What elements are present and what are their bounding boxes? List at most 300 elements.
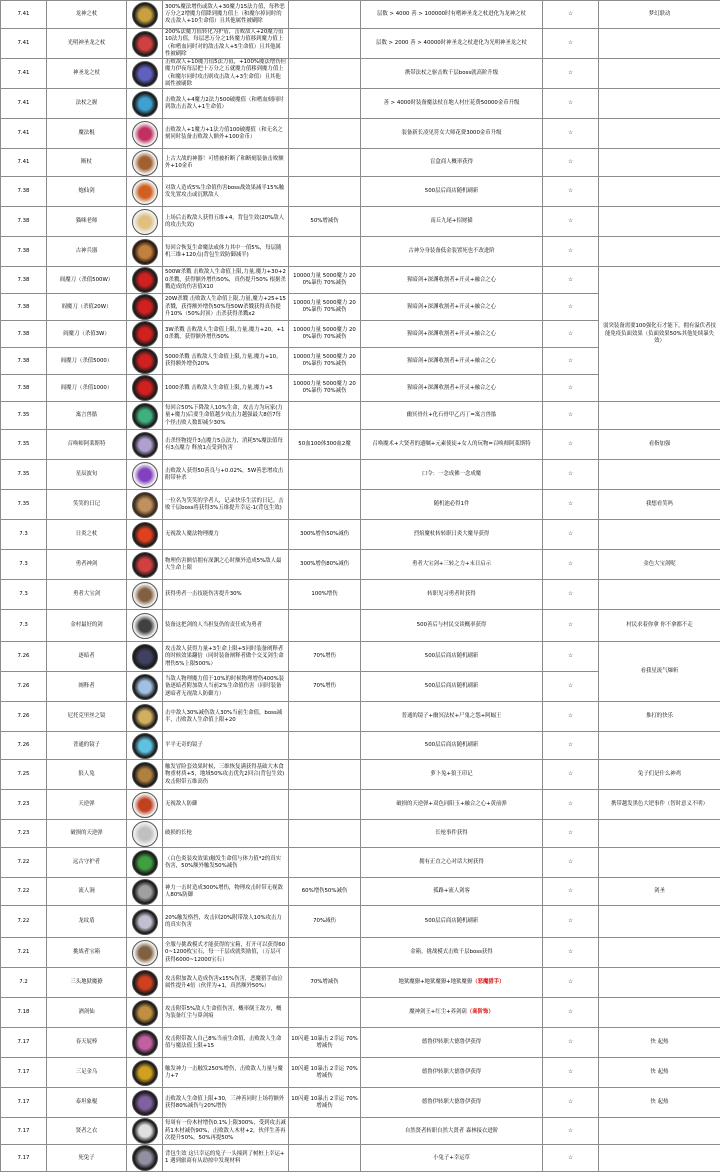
obtain-cell (361, 848, 543, 878)
shot-icon (132, 792, 158, 818)
item-name-cell: 死兔子 (47, 1145, 127, 1172)
item-name-cell: 法杖之握 (47, 89, 127, 119)
hound-icon (132, 970, 158, 996)
table-row (1, 878, 720, 906)
guardian-icon (132, 850, 158, 876)
item-name-cell: 阎魔刀（杀值3W） (47, 321, 127, 348)
item-icon-cell (127, 1118, 163, 1145)
note-cell (599, 402, 720, 430)
item-icon-cell (127, 430, 163, 460)
table-row (1, 89, 720, 119)
item-icon-cell (127, 520, 163, 550)
item-name-cell: 挑战者宝箱 (47, 938, 127, 968)
version-cell: 7.26 (1, 672, 47, 702)
item-icon-cell (127, 402, 163, 430)
note-cell: 看我星流气爆斩 (599, 642, 720, 702)
effect-cell: 每回合恢复生命魔法或体力其中一值5%，每层随机三维+120点(背包生效防御减半) (163, 237, 289, 267)
version-cell: 7.25 (1, 760, 47, 790)
note-cell: 携带越发黑色大钯事件（智时意义不明） (599, 790, 720, 820)
obtain-text: 猩暗剑+深渊收割者+开灵+融合之心 (407, 331, 496, 337)
item-name-cell: 断杖 (47, 149, 127, 177)
obtain-cell (361, 119, 543, 149)
item-name-cell: 猫咪老师 (47, 207, 127, 237)
table-row (1, 460, 720, 490)
obtain-cell (361, 237, 543, 267)
obtain-text: 召唤魔术+大贤者的遗嘱+元素使徒+女人的玩物=召唤师阿莱斯特 (372, 441, 530, 447)
table-row (1, 402, 720, 430)
item-name-cell: 光明神圣龙之杖 (47, 29, 127, 59)
attribute-cell: 100%增伤 (289, 580, 361, 610)
item-icon-cell (127, 119, 163, 149)
blade-icon (132, 674, 158, 700)
attribute-cell (289, 1118, 361, 1145)
obtain-cell (361, 878, 543, 906)
note-cell: 看指加强 (599, 430, 720, 460)
item-icon-cell (127, 149, 163, 177)
effect-cell: 平平无奇的镜子 (163, 732, 289, 760)
version-cell: 7.38 (1, 321, 47, 348)
attribute-cell (289, 119, 361, 149)
table-row (1, 237, 720, 267)
obtain-cell (361, 149, 543, 177)
effect-cell: （白色炎装攻效果)触发生命值与体力值*2的真实伤害，50%额外触发50%减伤 (163, 848, 289, 878)
obtain-text: 幽冥骨灶+化石骨甲乙丙丁=寓言兽骷 (407, 412, 497, 418)
rod-icon (132, 121, 158, 147)
obtain-cell (361, 790, 543, 820)
table-row (1, 820, 720, 848)
attribute-cell (289, 59, 361, 89)
item-name-cell: 阎魔刀（杀值5000） (47, 348, 127, 375)
note-cell: 弱突装备需要100强化石才能下，拥有溢伏者技能免疫负面效果（负面效果50%其他处续暴失效） (599, 267, 720, 402)
table-row (1, 968, 720, 998)
table-row (1, 938, 720, 968)
obtain-highlight: （高阶饰） (467, 1009, 494, 1015)
stick-icon (132, 150, 158, 176)
item-name-cell: 阎魔刀（杀值20W） (47, 294, 127, 321)
sword-icon (132, 582, 158, 608)
shot-icon (132, 821, 158, 847)
obtain-cell (361, 430, 543, 460)
obtain-cell (361, 1028, 543, 1058)
katana-icon (132, 348, 158, 374)
item-name-cell: 日炎之杖 (47, 520, 127, 550)
obtain-text: 随机池必得1件 (434, 501, 470, 507)
obtain-cell (361, 1145, 543, 1172)
obtain-cell (361, 642, 543, 672)
rating-cell: ☆ (543, 520, 599, 550)
note-cell (599, 848, 720, 878)
weapon-icon (132, 239, 158, 265)
attribute-cell (289, 237, 361, 267)
obtain-cell (361, 968, 543, 998)
obtain-text: 携带法杖之驱击败千层boss就高阶升级 (405, 70, 498, 76)
obtain-text: 萝卜兔+狼王印记 (430, 771, 472, 777)
version-cell: 7.26 (1, 732, 47, 760)
attribute-cell (289, 998, 361, 1028)
note-cell (599, 59, 720, 89)
obtain-cell (361, 59, 543, 89)
effect-cell: 对敌人造成5%生命值伤害boss战效果减半15%触发先置攻击或沉默敌人 (163, 177, 289, 207)
attribute-cell: 70%增伤 (289, 642, 361, 672)
effect-cell: 无视敌人魔法物理魔力 (163, 520, 289, 550)
effect-cell: 一位名为笑笑的学者人，记录快乐生活的日记。击败千层boss将获得3%五维提升幸运-1(背包生效) (163, 490, 289, 520)
obtain-cell (361, 1118, 543, 1145)
item-icon-cell (127, 732, 163, 760)
note-cell (599, 89, 720, 119)
table-row (1, 702, 720, 732)
obtain-cell (361, 760, 543, 790)
attribute-cell: 300%增伤50%减伤 (289, 520, 361, 550)
table-row (1, 1, 720, 29)
version-cell: 7.3 (1, 550, 47, 580)
version-cell: 7.23 (1, 820, 47, 848)
note-cell (599, 580, 720, 610)
obtain-cell (361, 520, 543, 550)
rating-cell: ☆ (543, 149, 599, 177)
obtain-text: 德鲁伊转职大德鲁伊获得 (422, 1099, 481, 1105)
version-cell: 7.38 (1, 177, 47, 207)
item-icon-cell (127, 938, 163, 968)
effect-cell: 击败敌人+4魔力2法力500破魔值（和嗜血刻同时到敌击击敌人+1生命值） (163, 89, 289, 119)
note-cell (599, 998, 720, 1028)
table-row (1, 59, 720, 89)
obtain-text: 普通的镜子+幽冥法杖+尸鬼之怨+阿蝠王 (402, 713, 502, 719)
version-cell: 7.41 (1, 119, 47, 149)
effect-cell: 每回合50%下降敌人10%生命，攻击力为玩家(力量+魔力)后要生命值越少攻击力越强最大8倍7每个怪击败人数即减少30% (163, 402, 289, 430)
version-cell: 7.3 (1, 520, 47, 550)
obtain-cell (361, 820, 543, 848)
obtain-text: 自然贤者转职自然大贤者 森林接衣进阶 (405, 1128, 498, 1134)
item-icon-cell (127, 906, 163, 938)
attribute-cell: 10000力量 5000魔力 200%暴伤 70%减伤 (289, 321, 361, 348)
katana-icon (132, 321, 158, 347)
table-row (1, 906, 720, 938)
effect-cell: 攻击附带敌人自己8%当前生命值，击败敌人生命值与魔法值上限+15 (163, 1028, 289, 1058)
wave-icon (132, 879, 158, 905)
obtain-text: 德鲁伊转职大德鲁伊获得 (422, 1039, 481, 1045)
rating-cell: ☆ (543, 790, 599, 820)
version-cell: 7.41 (1, 1, 47, 29)
item-name-cell: 天逆弹 (47, 790, 127, 820)
table-row (1, 1058, 720, 1088)
attribute-cell (289, 820, 361, 848)
table-row (1, 1028, 720, 1058)
attribute-cell: 10闪避 10暴击 2幸运 70%增减伤 (289, 1028, 361, 1058)
attribute-cell (289, 1, 361, 29)
rabbit-icon (132, 762, 158, 788)
note-cell: 快 起热 (599, 1028, 720, 1058)
item-icon-cell (127, 878, 163, 906)
obtain-text: 孤路+流人剑客 (433, 888, 470, 894)
item-name-cell: 龙神之杖 (47, 1, 127, 29)
effect-cell: 击败敌人生命值上限+30，三神善同时上场将额外获得80%减伤与20%增伤 (163, 1088, 289, 1118)
item-icon-cell (127, 1145, 163, 1172)
obtain-text: 猩暗剑+深渊收割者+开灵+融合之心 (407, 277, 496, 283)
obtain-cell (361, 550, 543, 580)
attribute-cell (289, 89, 361, 119)
note-cell (599, 29, 720, 59)
item-name-cell: 泰坦象棍 (47, 1088, 127, 1118)
obtain-text: 装备新长凌见符女大师花费3000金币升级 (402, 130, 502, 136)
stick-icon (132, 1030, 158, 1056)
rating-cell: ☆ (543, 848, 599, 878)
obtain-text: 猩暗剑+深渊收割者+开灵+融合之心 (407, 385, 496, 391)
sword-icon (132, 179, 158, 205)
attribute-cell: 10000力量 5000魔力 200%暴伤 70%减伤 (289, 348, 361, 375)
table-row (1, 267, 720, 294)
item-icon-cell (127, 760, 163, 790)
item-name-cell: 阎魔刀（杀值500W） (47, 267, 127, 294)
note-cell (599, 938, 720, 968)
effect-cell: 无视敌人防御 (163, 790, 289, 820)
table-row (1, 998, 720, 1028)
note-cell (599, 520, 720, 550)
version-cell: 7.22 (1, 848, 47, 878)
item-name-cell: 三头地狱魔獠 (47, 968, 127, 998)
note-cell (599, 1118, 720, 1145)
table-row (1, 790, 720, 820)
chest-icon (132, 940, 158, 966)
attribute-cell: 10闪避 10暴击 2幸运 70%增减伤 (289, 1058, 361, 1088)
rating-cell: ☆ (543, 550, 599, 580)
item-icon-cell (127, 89, 163, 119)
item-icon-cell (127, 1, 163, 29)
rating-cell: ☆ (543, 237, 599, 267)
obtain-cell (361, 207, 543, 237)
item-name-cell: 逐暗者 (47, 642, 127, 672)
rating-cell: ☆ (543, 89, 599, 119)
item-icon-cell (127, 375, 163, 402)
gourd-icon (132, 1000, 158, 1026)
item-icon-cell (127, 820, 163, 848)
attribute-cell (289, 149, 361, 177)
table-row (1, 610, 720, 642)
note-cell: 快 起热 (599, 1088, 720, 1118)
obtain-text: 猩暗剑+深渊收割者+开灵+融合之心 (407, 358, 496, 364)
rating-cell: ☆ (543, 1058, 599, 1088)
obtain-cell (361, 490, 543, 520)
attribute-cell: 70%减伤 (289, 906, 361, 938)
item-name-cell: 流人涧 (47, 878, 127, 906)
rating-cell: ☆ (543, 906, 599, 938)
obtain-text: 猩暗剑+深渊收割者+开灵+融合之心 (407, 304, 496, 310)
effect-cell: 20%触发格挡，攻击回20%附带敌人10%攻击力的真实伤害 (163, 906, 289, 938)
obtain-text: 500层后商店随机刷新 (425, 683, 478, 689)
effect-cell: 当敌人物理魔力值于10%的时候物理增伤400%装备逐暗者附加敌人当前2%生命值伤害（同时装备逐暗者无视敌人防御力） (163, 672, 289, 702)
rating-cell: ☆ (543, 375, 599, 402)
item-name-cell: 魔法棍 (47, 119, 127, 149)
rating-cell: ☆ (543, 642, 599, 672)
version-cell: 7.18 (1, 998, 47, 1028)
obtain-text: 古神分身装备低金装置死也不改进阶 (408, 248, 494, 254)
obtain-text: 魔神剑王+红尘+养剑葫 (409, 1009, 467, 1015)
obtain-text: 勇者大宝剑+三转之力+末日启示 (412, 561, 491, 567)
table-row (1, 550, 720, 580)
version-cell: 7.35 (1, 460, 47, 490)
rating-cell: ☆ (543, 321, 599, 348)
item-icon-cell (127, 267, 163, 294)
table-row (1, 29, 720, 59)
item-icon-cell (127, 59, 163, 89)
rating-cell: ☆ (543, 968, 599, 998)
item-icon-cell (127, 490, 163, 520)
item-name-cell: 召唤师阿莱斯特 (47, 430, 127, 460)
table-row (1, 642, 720, 672)
rating-cell: ☆ (543, 820, 599, 848)
note-cell: 村民求着你拿 你不拿都不走 (599, 610, 720, 642)
obtain-text: 破损的天逆弹+双色同阳玉+融合之心+黄前弹 (396, 801, 507, 807)
item-icon-cell (127, 610, 163, 642)
item-name-cell: 普通的镜子 (47, 732, 127, 760)
table-row (1, 207, 720, 237)
rabbit-icon (132, 1145, 158, 1171)
effect-cell: 击中敌人30%减伤敌人30%当前生命值，boss减半，击败敌人生命值上限+20 (163, 702, 289, 732)
rating-cell: ☆ (543, 119, 599, 149)
rating-cell: ☆ (543, 490, 599, 520)
effect-cell: 触发冒险套效果时候，三维恢复满获得基础大木食物重材质+5，地域50%攻击优先2回合(背包生效)攻击附带五维高伤 (163, 760, 289, 790)
obtain-text: 层数 > 2000 善 > 40000时神圣龙之杖进化为光明神圣龙之杖 (376, 40, 527, 46)
effect-cell: 击杀怪物提升3点魔力5点法力，消耗5%魔法值每有3点魔力 释放1点受到伤害 (163, 430, 289, 460)
item-icon-cell (127, 348, 163, 375)
effect-cell: 获得勇者一击技能伤害提升30% (163, 580, 289, 610)
obtain-text: 德鲁伊转职大德鲁伊获得 (422, 1069, 481, 1075)
note-cell (599, 149, 720, 177)
note-cell: 金色大宝剑呢 (599, 550, 720, 580)
version-cell: 7.17 (1, 1088, 47, 1118)
version-cell: 7.41 (1, 149, 47, 177)
version-cell: 7.35 (1, 490, 47, 520)
obtain-cell (361, 294, 543, 321)
rating-cell: ☆ (543, 580, 599, 610)
item-icon-cell (127, 1028, 163, 1058)
attribute-cell (289, 760, 361, 790)
obtain-text: 盲盒商人概率获得 (430, 159, 473, 165)
effect-cell: 500W杀戮 击败敌人生命值上限,力量,魔力+30+20杀戮，获得额外增伤50%，真伤提升50% 根据杀戮造成的伤害值X10 (163, 267, 289, 294)
obtain-text: 500层后商店随机刷新 (425, 188, 478, 194)
item-name-cell: 炮仙剑 (47, 177, 127, 207)
note-cell (599, 820, 720, 848)
sword-icon (132, 613, 158, 639)
staff-icon (132, 1090, 158, 1116)
rating-cell: ☆ (543, 1145, 599, 1172)
note-cell: 我想看笑吗 (599, 490, 720, 520)
obtain-cell (361, 348, 543, 375)
table-row (1, 490, 720, 520)
version-cell: 7.41 (1, 59, 47, 89)
table-row (1, 732, 720, 760)
cat-icon (132, 209, 158, 235)
item-name-cell: 破损的天逆弹 (47, 820, 127, 848)
rating-cell: ☆ (543, 59, 599, 89)
effect-cell: 击败敌人+10魔力值5法力值，+100%魔法增伤但魔力伊夜每层把十万分之五就魔力值移到魔力值上（和魔尔同时攻击则攻击敌人+3生命值）且其他属性被刷除 (163, 59, 289, 89)
note-cell (599, 968, 720, 998)
effect-cell: 攻击附带5%敌人生命值伤害，概率倒王敌方，概为装备红尘与鼻剑痕 (163, 998, 289, 1028)
item-icon-cell (127, 702, 163, 732)
obtain-cell (361, 1058, 543, 1088)
obtain-cell (361, 610, 543, 642)
obtain-cell (361, 29, 543, 59)
attribute-cell: 300%增伤80%减伤 (289, 550, 361, 580)
note-cell: 兔子们是什么神鸡 (599, 760, 720, 790)
rating-cell: ☆ (543, 732, 599, 760)
effect-cell: 破损的长枪 (163, 820, 289, 848)
rating-cell: ☆ (543, 760, 599, 790)
rating-cell: ☆ (543, 460, 599, 490)
item-icon-cell (127, 642, 163, 672)
effect-cell: 上古大战的神器！可惜被折断了和断刻装备击败额外+10金币 (163, 149, 289, 177)
version-cell: 7.35 (1, 430, 47, 460)
obtain-cell (361, 402, 543, 430)
version-cell: 7.41 (1, 29, 47, 59)
item-icon-cell (127, 177, 163, 207)
obtain-cell (361, 1, 543, 29)
obtain-text: 长枪事件获得 (435, 830, 467, 836)
item-icon-cell (127, 294, 163, 321)
attribute-cell (289, 732, 361, 760)
item-name-cell: 春天屁棒 (47, 1028, 127, 1058)
item-name-cell: 勇者大宝剑 (47, 580, 127, 610)
rating-cell: ☆ (543, 430, 599, 460)
table-row (1, 119, 720, 149)
effect-cell: 击败敌人获得50善良与+0.02%，5W善恶增攻击附带补杀 (163, 460, 289, 490)
item-name-cell: 星辰波旬 (47, 460, 127, 490)
item-icon-cell (127, 998, 163, 1028)
version-cell: 7.38 (1, 267, 47, 294)
version-cell: 7.41 (1, 89, 47, 119)
item-name-cell: 勇者神剑 (47, 550, 127, 580)
table-row (1, 520, 720, 550)
obtain-text: 南丘九尾+招财猫 (430, 218, 472, 224)
item-name-cell: 笑笑的日记 (47, 490, 127, 520)
item-name-cell: 古神兵器 (47, 237, 127, 267)
obtain-cell (361, 580, 543, 610)
version-cell: 7.38 (1, 375, 47, 402)
mirror-icon (132, 704, 158, 730)
item-icon-cell (127, 580, 163, 610)
katana-icon (132, 294, 158, 320)
obtain-cell (361, 321, 543, 348)
version-cell: 7.26 (1, 702, 47, 732)
version-cell: 7.26 (1, 642, 47, 672)
item-icon-cell (127, 460, 163, 490)
mirror-icon (132, 733, 158, 759)
rating-cell: ☆ (543, 29, 599, 59)
effect-cell: 攻击附加敌人造成伤害x15%伤害，恶魔猎手血泣属性提升4倍（伙伴为+1，真然额外50%） (163, 968, 289, 998)
attribute-cell (289, 938, 361, 968)
katana-icon (132, 375, 158, 401)
effect-cell: 1000杀戮 击败敌人生命值上限,力量,魔力+5 (163, 375, 289, 402)
version-cell: 7.23 (1, 790, 47, 820)
obtain-cell (361, 998, 543, 1028)
item-icon-cell (127, 237, 163, 267)
attribute-cell (289, 790, 361, 820)
note-cell (599, 119, 720, 149)
table-body (1, 1, 720, 1172)
obtain-text: 善 > 4000时装备魔法杖在地人村庄花费50000金币升级 (384, 100, 520, 106)
obtain-cell (361, 938, 543, 968)
obtain-cell (361, 732, 543, 760)
attribute-cell: 70%增伤 (289, 672, 361, 702)
version-cell: 7.17 (1, 1058, 47, 1088)
attribute-cell: 10闪避 10暴击 2幸运 70%增减伤 (289, 1088, 361, 1118)
item-name-cell: 酒剑仙 (47, 998, 127, 1028)
crow-icon (132, 1060, 158, 1086)
obtain-text: 500善后与村民交谈概率获得 (417, 622, 487, 628)
effect-cell: 全服与挑战模式才能获得的宝箱，打开可以获得600~1200枚宝石，每一千层成就奖励值，（万层可获得6000~12000宝石） (163, 938, 289, 968)
table-row (1, 177, 720, 207)
rating-cell: ☆ (543, 294, 599, 321)
attribute-cell: 50%增减伤 (289, 207, 361, 237)
